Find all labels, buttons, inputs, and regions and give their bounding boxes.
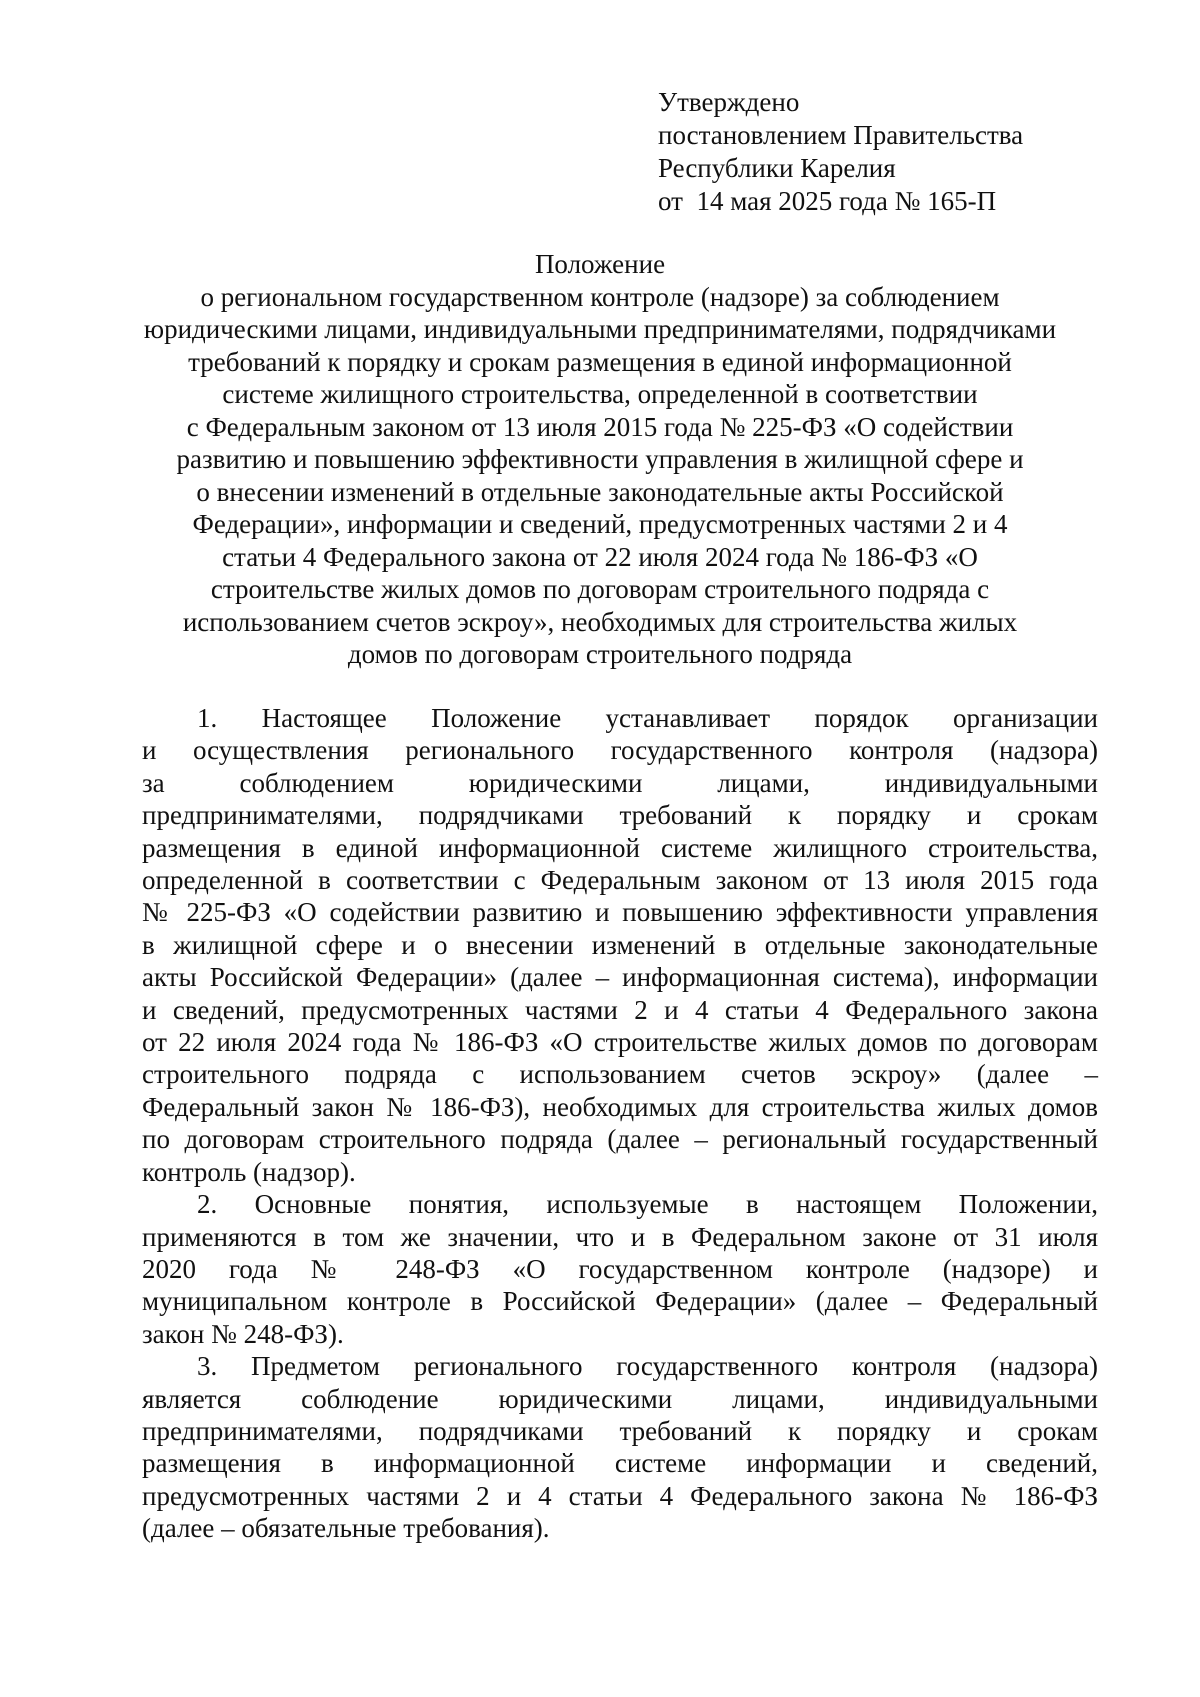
paragraph-3 [142, 1350, 1098, 1544]
paragraph-line: предпринимателями, подрядчиками требований к порядку и срокам [142, 1415, 1098, 1446]
document-title: Положение [534, 249, 666, 279]
paragraph-2 [142, 1188, 1098, 1350]
approval-line: от 14 мая 2025 года № 165-П [658, 186, 997, 216]
paragraph-line: является соблюдение юридическими лицами, индивидуальными [142, 1383, 1098, 1414]
document-heading [100, 248, 1100, 671]
paragraph-line: размещения в единой информационной системе жилищного строительства, [142, 832, 1098, 863]
heading-line: домов по договорам строительного подряда [347, 639, 853, 669]
paragraph-line: № 225-ФЗ «О содействии развитию и повышению эффективности управления [142, 897, 1098, 928]
heading-line: статьи 4 Федерального закона от 22 июля 2024 года № 186-ФЗ «О [222, 541, 978, 572]
paragraph-1 [142, 702, 1098, 1188]
paragraph-line: в жилищной сфере и о внесении изменений в отдельные законодательные [142, 929, 1098, 960]
paragraph-line: за соблюдением юридическими лицами, индивидуальными [142, 767, 1098, 798]
heading-line: требований к порядку и срокам размещения в единой информационной [188, 346, 1012, 377]
paragraph-line: и сведений, предусмотренных частями 2 и 4 статьи 4 Федерального закона [142, 994, 1098, 1025]
paragraph-line: по договорам строительного подряда (далее – региональный государственный [142, 1124, 1098, 1155]
heading-line: использованием счетов эскроу», необходимых для строительства жилых [182, 606, 1018, 637]
approval-line: постановлением Правительства [658, 120, 1024, 150]
approval-block [658, 86, 1158, 218]
heading-line: с Федеральным законом от 13 июля 2015 года № 225-ФЗ «О содействии [186, 411, 1014, 442]
paragraph-line: от 22 июля 2024 года № 186-ФЗ «О строительстве жилых домов по договорам [142, 1027, 1098, 1058]
paragraph-line: и осуществления регионального государственного контроля (надзора) [142, 735, 1098, 766]
approval-line: Утверждено [658, 87, 800, 117]
paragraph-line: Федеральный закон № 186-ФЗ), необходимых для строительства жилых домов [142, 1091, 1098, 1122]
paragraph-line: предусмотренных частями 2 и 4 статьи 4 Федерального закона № 186-ФЗ [142, 1480, 1098, 1511]
paragraph-line: размещения в информационной системе информации и сведений, [142, 1448, 1098, 1479]
heading-line: юридическими лицами, индивидуальными предпринимателями, подрядчиками [143, 314, 1057, 344]
paragraph-line: применяются в том же значении, что и в Федеральном законе от 31 июля [142, 1221, 1098, 1252]
heading-line: о региональном государственном контроле (надзоре) за соблюдением [200, 281, 1000, 312]
paragraph-line: закон № 248-ФЗ). [142, 1318, 344, 1349]
paragraph-line: 2. Основные понятия, используемые в настоящем Положении, [197, 1189, 1098, 1220]
heading-line: строительстве жилых домов по договорам строительного подряда с [210, 574, 990, 604]
paragraph-line: определенной в соответствии с Федеральным законом от 13 июля 2015 года [142, 865, 1098, 896]
paragraph-line: муниципальном контроле в Российской Федерации» (далее – Федеральный [142, 1286, 1098, 1317]
paragraph-line: 3. Предметом регионального государственного контроля (надзора) [197, 1351, 1098, 1382]
document-body [142, 702, 1098, 1545]
paragraph-line: 2020 года № 248-ФЗ «О государственном контроле (надзоре) и [142, 1253, 1098, 1284]
paragraph-line: (далее – обязательные требования). [142, 1513, 550, 1544]
paragraph-line: предпринимателями, подрядчиками требований к порядку и срокам [142, 800, 1098, 831]
paragraph-line: строительного подряда с использованием счетов эскроу» (далее – [142, 1059, 1098, 1090]
heading-line: о внесении изменений в отдельные законодательные акты Российской [196, 476, 1004, 507]
heading-line: Федерации», информации и сведений, предусмотренных частями 2 и 4 [192, 509, 1008, 539]
heading-line: системе жилищного строительства, определенной в соответствии [222, 379, 978, 409]
paragraph-line: акты Российской Федерации» (далее – информационная система), информации [142, 962, 1098, 993]
paragraph-line: 1. Настоящее Положение устанавливает порядок организации [197, 703, 1098, 733]
approval-line: Республики Карелия [658, 153, 896, 183]
paragraph-line: контроль (надзор). [142, 1156, 356, 1187]
heading-line: развитию и повышению эффективности управления в жилищной сфере и [176, 444, 1024, 474]
